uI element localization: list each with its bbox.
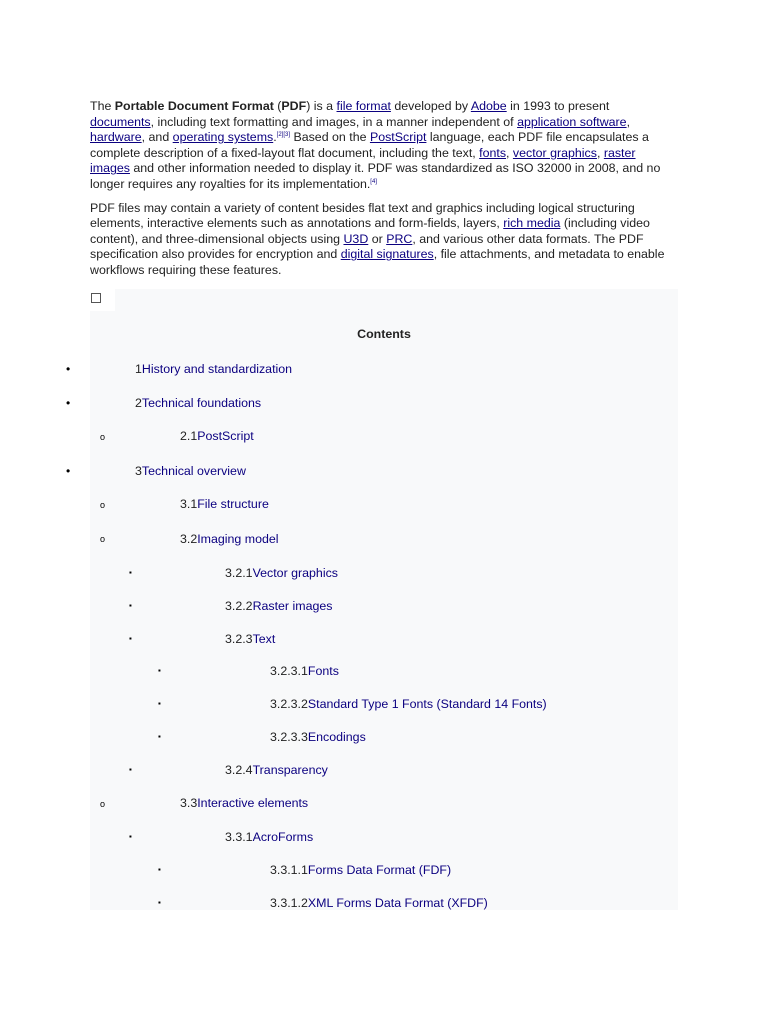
bullet-icon — [66, 397, 70, 411]
toc-number: 3.2.3.3 — [270, 730, 308, 744]
toc-label: Fonts — [307, 664, 339, 678]
toc-number: 3.3 — [180, 796, 198, 810]
toc-label: XML Forms Data Format (XFDF) — [307, 896, 488, 910]
text: or — [368, 231, 387, 246]
toc-label: Technical foundations — [141, 396, 262, 410]
toc-item-technical-foundations[interactable] — [135, 396, 261, 410]
toc-number: 3.2.4 — [225, 763, 253, 777]
text: The — [90, 99, 115, 113]
toc-label: AcroForms — [252, 830, 314, 844]
toc-number: 3.2.1 — [225, 566, 253, 580]
toc-number: 3 — [135, 464, 142, 478]
link-rich-media[interactable]: rich media — [503, 216, 561, 231]
toc-label: History and standardization — [141, 362, 293, 376]
citation-4[interactable]: [4] — [370, 178, 377, 185]
toc-item-xfdf[interactable] — [270, 896, 488, 910]
text: , — [626, 114, 631, 129]
text: , — [596, 145, 604, 160]
toc-label: Raster images — [252, 599, 333, 613]
toc-item-fdf[interactable] — [270, 863, 451, 877]
link-documents[interactable]: documents — [90, 114, 151, 129]
text: ( — [273, 99, 282, 113]
text: , file attachments, and metadata to enable workflows requiring these features. — [90, 247, 665, 277]
text: language, each PDF file encapsulates a complete description of a fixed-layout flat document, including the text, — [90, 130, 649, 160]
link-raster-images[interactable]: raster images — [90, 145, 636, 176]
toc-number: 3.3.1.1 — [270, 863, 308, 877]
toc-number: 2 — [135, 396, 142, 410]
toc-label: Technical overview — [141, 464, 246, 478]
bullet-icon — [158, 665, 161, 677]
toc-item-encodings[interactable] — [270, 730, 366, 744]
bullet-icon — [100, 499, 105, 512]
link-hardware[interactable]: hardware — [90, 130, 142, 145]
intro-paragraph-2 — [90, 201, 676, 279]
toc-number: 2.1 — [180, 429, 198, 443]
toc-item-interactive-elements[interactable] — [180, 796, 308, 810]
link-vector-graphics[interactable]: vector graphics — [512, 145, 597, 160]
link-prc[interactable]: PRC — [386, 231, 413, 246]
link-fonts[interactable]: fonts — [479, 145, 507, 160]
toc-item-raster-images[interactable] — [225, 599, 332, 613]
toc-label: Imaging model — [197, 532, 279, 546]
text: developed by — [390, 99, 471, 113]
bullet-icon — [129, 600, 132, 612]
bullet-icon — [158, 731, 161, 743]
toc-label: Encodings — [307, 730, 366, 744]
text: (including video content), and three-dimensional objects using — [90, 216, 650, 246]
text: ) is a — [306, 99, 337, 113]
toc-item-technical-overview[interactable] — [135, 464, 246, 478]
text: , and — [141, 130, 173, 145]
bullet-icon — [129, 831, 132, 843]
bullet-icon — [158, 698, 161, 710]
bullet-icon — [100, 533, 105, 546]
text: , — [506, 145, 513, 160]
toc-number: 3.3.1 — [225, 830, 253, 844]
bullet-icon — [100, 798, 105, 811]
toc-item-fonts[interactable] — [270, 664, 339, 678]
text: PDF files may contain a variety of content besides flat text and graphics including logical structuring elements, interactive elements such as annotations and form-fields, layers, — [90, 200, 635, 231]
toc-label: PostScript — [197, 429, 254, 443]
bullet-icon — [66, 465, 70, 479]
text: Based on the — [290, 130, 370, 145]
toc-label: Vector graphics — [252, 566, 338, 580]
toc-number: 3.2.2 — [225, 599, 253, 613]
citation-2-3[interactable]: [2][3] — [276, 132, 291, 139]
toc-number: 3.3.1.2 — [270, 896, 308, 910]
toc-item-transparency[interactable] — [225, 763, 328, 777]
toc-number: 3.2.3.2 — [270, 697, 308, 711]
link-u3d[interactable]: U3D — [343, 231, 369, 246]
article-intro — [90, 99, 676, 287]
link-file-format[interactable]: file format — [336, 99, 391, 113]
toc-number: 3.2.3.1 — [270, 664, 308, 678]
toc-number: 3.1 — [180, 497, 198, 511]
table-of-contents — [90, 289, 678, 910]
toc-label: File structure — [197, 497, 269, 511]
bullet-icon — [129, 633, 132, 645]
toc-label: Interactive elements — [197, 796, 309, 810]
term-portable-document-format: Portable Document Format — [114, 99, 274, 113]
text: , and various other data formats. The PDF specification also provides for encryption and — [90, 231, 644, 262]
toc-item-standard-type1-fonts[interactable] — [270, 697, 547, 711]
bullet-icon — [158, 864, 161, 876]
toc-number: 1 — [135, 362, 142, 376]
toc-item-vector-graphics[interactable] — [225, 566, 338, 580]
text: in 1993 to present — [506, 99, 610, 113]
toc-item-text[interactable] — [225, 632, 275, 646]
toc-item-acroforms[interactable] — [225, 830, 313, 844]
toc-toggle-checkbox[interactable] — [91, 293, 101, 303]
toc-title: Contents — [357, 327, 411, 341]
term-pdf: PDF — [281, 99, 307, 113]
bullet-icon — [158, 897, 161, 909]
toc-label: Standard Type 1 Fonts (Standard 14 Fonts) — [307, 697, 547, 711]
bullet-icon — [129, 764, 132, 776]
text: and other information needed to display it. PDF was standardized as ISO 32000 in 2008, and no longer requires any royalties for its implementation. — [90, 161, 661, 191]
toc-label: Transparency — [252, 763, 328, 777]
bullet-icon — [66, 363, 70, 377]
toc-item-postscript[interactable] — [180, 429, 254, 443]
toc-item-imaging-model[interactable] — [180, 532, 279, 546]
bullet-icon — [129, 567, 132, 579]
toc-label: Forms Data Format (FDF) — [307, 863, 452, 877]
toc-item-history[interactable] — [135, 362, 292, 376]
toc-item-file-structure[interactable] — [180, 497, 269, 511]
intro-paragraph-1: The Portable Document Format (PDF) is a file format developed by Adobe in 1993 to present documents, including text formatting and images, in a manner independent of application software, hardware, and operating systems.[2][3] Based on the PostScript language, each PDF file encapsulates a complete description of a fixed-layout flat document, including the text, fonts, vector graphics, raster images and other information needed to display it. PDF was standardized as ISO 32000 in 2008, and no longer requires any royalties for its implementation.[4] — [90, 99, 661, 191]
toc-number: 3.2 — [180, 532, 198, 546]
toc-number: 3.2.3 — [225, 632, 253, 646]
link-application-software[interactable]: application software — [517, 114, 627, 129]
bullet-icon — [100, 431, 105, 444]
link-operating-systems[interactable]: operating systems — [172, 130, 274, 145]
toc-label: Text — [252, 632, 276, 646]
link-adobe[interactable]: Adobe — [470, 99, 507, 113]
text: , including text formatting and images, in a manner independent of — [150, 114, 518, 129]
link-postscript[interactable]: PostScript — [369, 130, 427, 145]
link-digital-signatures[interactable]: digital signatures — [340, 247, 434, 262]
